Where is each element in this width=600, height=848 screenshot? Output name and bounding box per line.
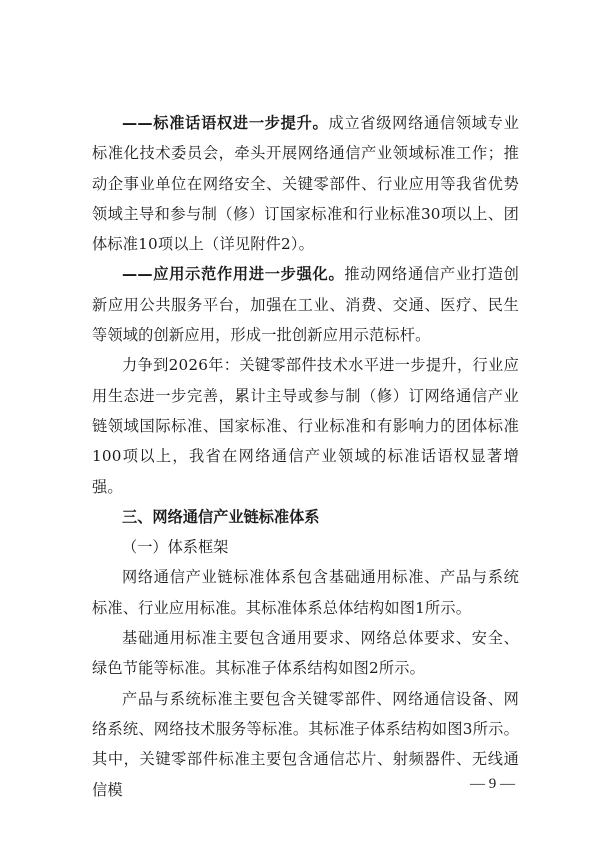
paragraph-text: 成立省级网络通信领域专业标准化技术委员会，牵头开展网络通信产业领域标准工作；推动企事业单位在网络安全、关键零部件、行业应用等我省优势领域主导和参与制（修）订国家标准和行业标准30项以上、团体标准10项以上（详见附件2）。 — [92, 114, 519, 254]
paragraph-text: 推动网络通信产业打造创新应用公共服务平台，加强在工业、消费、交通、医疗、民生等领域的创新应用，形成一批创新应用示范标杆。 — [92, 265, 519, 345]
body-paragraph: 产品与系统标准主要包含关键零部件、网络通信设备、网络系统、网络技术服务等标准。其标准子体系结构如图3所示。其中，关键零部件标准主要包含通信芯片、射频器件、无线通信模 — [92, 689, 519, 799]
paragraph-standard-voice — [92, 108, 519, 259]
paragraph-lead: ——应用示范作用进一步强化。 — [122, 265, 345, 284]
body-paragraph: 基础通用标准主要包含通用要求、网络总体要求、安全、绿色节能等标准。其标准子体系结构如图2所示。 — [92, 629, 519, 678]
paragraph-lead: ——标准话语权进一步提升。 — [122, 114, 329, 132]
section-heading: 三、网络通信产业链标准体系 — [122, 507, 320, 526]
paragraph-demonstration — [92, 259, 519, 350]
body-paragraph: 网络通信产业链标准体系包含基础通用标准、产品与系统标准、行业应用标准。其标准体系总体结构如图1所示。 — [92, 568, 519, 617]
paragraph-goal-2026 — [92, 350, 519, 501]
page-content — [92, 108, 519, 805]
subsection-heading: （一）体系框架 — [122, 538, 229, 557]
page-number: — 9 — — [470, 776, 515, 792]
paragraph-text: 力争到2026年：关键零部件技术水平进一步提升，行业应用生态进一步完善，累计主导或参与制（修）订网络通信产业链领域国际标准、国家标准、行业标准和有影响力的团体标准100项以上，我省在网络通信产业领域的标准话语权显著增强。 — [92, 356, 519, 496]
